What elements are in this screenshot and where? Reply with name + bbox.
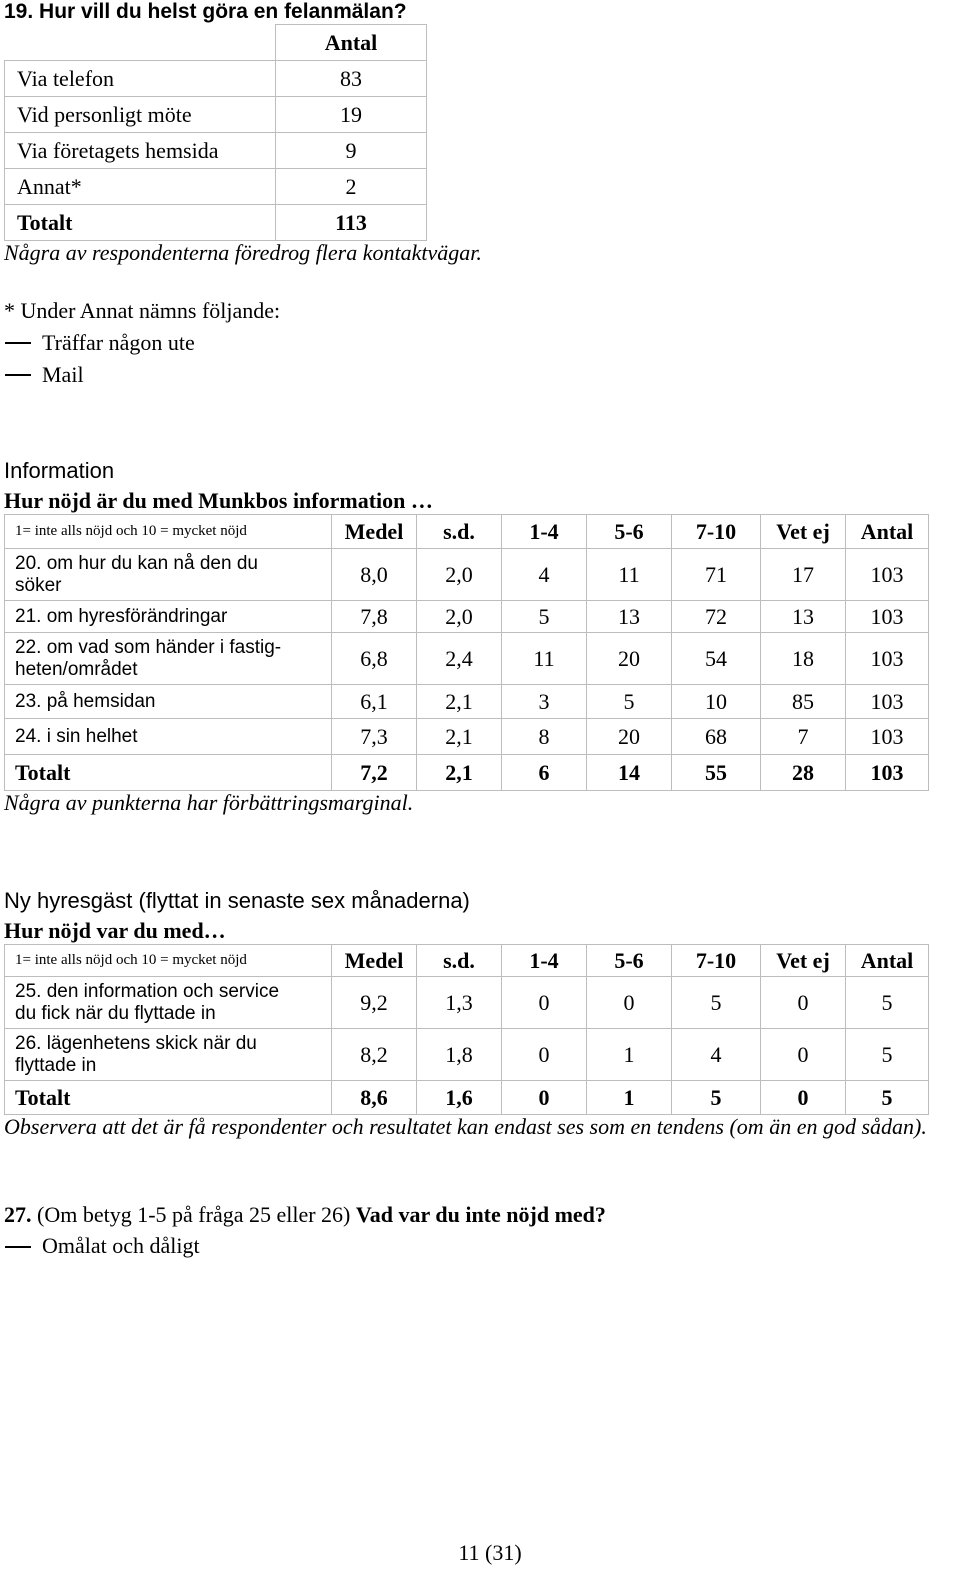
cell: 13 bbox=[761, 601, 846, 633]
cell: 3 bbox=[502, 685, 587, 719]
q27-question: Vad var du inte nöjd med? bbox=[355, 1202, 606, 1227]
total-cell: 7,2 bbox=[332, 755, 417, 791]
dash-bullet bbox=[5, 1246, 31, 1248]
cell: 7,3 bbox=[332, 719, 417, 755]
info-note: Några av punkterna har förbättringsmarginal. bbox=[4, 790, 414, 815]
column-header: Medel bbox=[332, 945, 417, 977]
q27-number: 27. bbox=[4, 1202, 32, 1227]
q19-note: Några av respondenterna föredrog flera kontaktvägar. bbox=[4, 240, 482, 265]
q27-answer: Omålat och dåligt bbox=[42, 1233, 200, 1258]
row-value: 19 bbox=[276, 97, 427, 133]
cell: 7 bbox=[761, 719, 846, 755]
other-item: Träffar någon ute bbox=[42, 330, 195, 355]
column-header: Antal bbox=[276, 25, 427, 61]
cell: 5 bbox=[846, 1029, 929, 1081]
cell: 2,1 bbox=[417, 685, 502, 719]
column-header: 7-10 bbox=[672, 515, 761, 549]
total-cell: 0 bbox=[761, 1081, 846, 1115]
column-header: Medel bbox=[332, 515, 417, 549]
cell: 0 bbox=[587, 977, 672, 1029]
table-row bbox=[5, 1029, 929, 1081]
cell: 103 bbox=[846, 549, 929, 601]
row-label: Annat* bbox=[5, 169, 276, 205]
cell: 71 bbox=[672, 549, 761, 601]
cell: 103 bbox=[846, 719, 929, 755]
cell: 2,0 bbox=[417, 549, 502, 601]
cell: 0 bbox=[761, 977, 846, 1029]
cell: 8,0 bbox=[332, 549, 417, 601]
q27-context: (Om betyg 1-5 på fråga 25 eller 26) bbox=[37, 1202, 351, 1227]
total-value: 113 bbox=[276, 205, 427, 241]
row-label: 26. lägenhetens skick när du flyttade in bbox=[5, 1029, 332, 1081]
total-cell: 14 bbox=[587, 755, 672, 791]
scale-label: 1= inte alls nöjd och 10 = mycket nöjd bbox=[5, 945, 332, 977]
cell: 6,8 bbox=[332, 633, 417, 685]
row-label: 23. på hemsidan bbox=[5, 685, 332, 719]
column-header: 7-10 bbox=[672, 945, 761, 977]
cell: 103 bbox=[846, 685, 929, 719]
table-row bbox=[5, 169, 427, 205]
total-cell: 0 bbox=[502, 1081, 587, 1115]
table-row bbox=[5, 719, 929, 755]
dash-bullet bbox=[5, 374, 31, 376]
table-row bbox=[5, 205, 427, 241]
cell: 6,1 bbox=[332, 685, 417, 719]
new-tenant-note: Observera att det är få respondenter och resultatet kan endast ses som en tendens (om än en god sådan). bbox=[4, 1114, 927, 1139]
total-cell: 103 bbox=[846, 755, 929, 791]
table-row bbox=[5, 977, 929, 1029]
new-tenant-question: Hur nöjd var du med… bbox=[4, 918, 226, 943]
other-intro: * Under Annat nämns följande: bbox=[4, 298, 281, 323]
cell: 1 bbox=[587, 1029, 672, 1081]
new-tenant-table bbox=[4, 944, 929, 1115]
cell: 5 bbox=[587, 685, 672, 719]
cell: 0 bbox=[502, 977, 587, 1029]
cell: 2,0 bbox=[417, 601, 502, 633]
cell: 13 bbox=[587, 601, 672, 633]
table-row bbox=[5, 685, 929, 719]
cell: 103 bbox=[846, 601, 929, 633]
total-cell: 6 bbox=[502, 755, 587, 791]
total-cell: 28 bbox=[761, 755, 846, 791]
cell: 68 bbox=[672, 719, 761, 755]
cell: 0 bbox=[502, 1029, 587, 1081]
table-row bbox=[5, 601, 929, 633]
row-label: Via telefon bbox=[5, 61, 276, 97]
cell: 0 bbox=[761, 1029, 846, 1081]
row-value: 2 bbox=[276, 169, 427, 205]
total-label: Totalt bbox=[5, 755, 332, 791]
cell: 8,2 bbox=[332, 1029, 417, 1081]
total-cell: 2,1 bbox=[417, 755, 502, 791]
other-item: Mail bbox=[42, 362, 84, 387]
cell: 20 bbox=[587, 719, 672, 755]
total-cell: 1 bbox=[587, 1081, 672, 1115]
table-row bbox=[5, 633, 929, 685]
column-header: s.d. bbox=[417, 945, 502, 977]
total-cell: 5 bbox=[672, 1081, 761, 1115]
total-label: Totalt bbox=[5, 205, 276, 241]
section-title-new-tenant: Ny hyresgäst (flyttat in senaste sex månaderna) bbox=[4, 888, 470, 913]
row-value: 9 bbox=[276, 133, 427, 169]
table-row bbox=[5, 133, 427, 169]
cell: 2,1 bbox=[417, 719, 502, 755]
total-cell: 55 bbox=[672, 755, 761, 791]
cell: 11 bbox=[502, 633, 587, 685]
q27-heading bbox=[4, 1202, 606, 1228]
row-label: 22. om vad som händer i fastig- heten/området bbox=[5, 633, 332, 685]
table-row bbox=[5, 945, 929, 977]
row-label: 20. om hur du kan nå den du söker bbox=[5, 549, 332, 601]
cell: 10 bbox=[672, 685, 761, 719]
cell: 5 bbox=[672, 977, 761, 1029]
page-number: 11 (31) bbox=[458, 1540, 522, 1565]
section-title-information: Information bbox=[4, 458, 115, 483]
info-question: Hur nöjd är du med Munkbos information … bbox=[4, 488, 433, 513]
row-label: 21. om hyresförändringar bbox=[5, 601, 332, 633]
cell: 1,8 bbox=[417, 1029, 502, 1081]
column-header: Vet ej bbox=[761, 515, 846, 549]
table-row bbox=[5, 549, 929, 601]
cell: 5 bbox=[502, 601, 587, 633]
total-cell: 1,6 bbox=[417, 1081, 502, 1115]
cell: 17 bbox=[761, 549, 846, 601]
cell: 2,4 bbox=[417, 633, 502, 685]
cell: 20 bbox=[587, 633, 672, 685]
row-label: 25. den information och service du fick när du flyttade in bbox=[5, 977, 332, 1029]
q19-table bbox=[4, 24, 427, 241]
dash-bullet bbox=[5, 342, 31, 344]
table-row bbox=[5, 755, 929, 791]
cell: 5 bbox=[846, 977, 929, 1029]
cell: 8 bbox=[502, 719, 587, 755]
total-label: Totalt bbox=[5, 1081, 332, 1115]
cell: 11 bbox=[587, 549, 672, 601]
column-header: 1-4 bbox=[502, 515, 587, 549]
table-row bbox=[5, 515, 929, 549]
cell: 7,8 bbox=[332, 601, 417, 633]
column-header: 5-6 bbox=[587, 945, 672, 977]
row-label: Via företagets hemsida bbox=[5, 133, 276, 169]
total-cell: 5 bbox=[846, 1081, 929, 1115]
cell: 54 bbox=[672, 633, 761, 685]
row-value: 83 bbox=[276, 61, 427, 97]
cell: 1,3 bbox=[417, 977, 502, 1029]
cell: 9,2 bbox=[332, 977, 417, 1029]
table-row bbox=[5, 97, 427, 133]
column-header: 5-6 bbox=[587, 515, 672, 549]
q19-title: 19. Hur vill du helst göra en felanmälan? bbox=[4, 0, 407, 23]
column-header: 1-4 bbox=[502, 945, 587, 977]
table-row bbox=[5, 61, 427, 97]
column-header: Vet ej bbox=[761, 945, 846, 977]
scale-label: 1= inte alls nöjd och 10 = mycket nöjd bbox=[5, 515, 332, 549]
column-header: Antal bbox=[846, 515, 929, 549]
info-table bbox=[4, 514, 929, 791]
table-row bbox=[5, 25, 427, 61]
column-header: s.d. bbox=[417, 515, 502, 549]
row-label: Vid personligt möte bbox=[5, 97, 276, 133]
cell: 103 bbox=[846, 633, 929, 685]
total-cell: 8,6 bbox=[332, 1081, 417, 1115]
table-row bbox=[5, 1081, 929, 1115]
cell: 4 bbox=[502, 549, 587, 601]
cell: 4 bbox=[672, 1029, 761, 1081]
cell: 18 bbox=[761, 633, 846, 685]
cell: 85 bbox=[761, 685, 846, 719]
column-header: Antal bbox=[846, 945, 929, 977]
row-label: 24. i sin helhet bbox=[5, 719, 332, 755]
cell: 72 bbox=[672, 601, 761, 633]
